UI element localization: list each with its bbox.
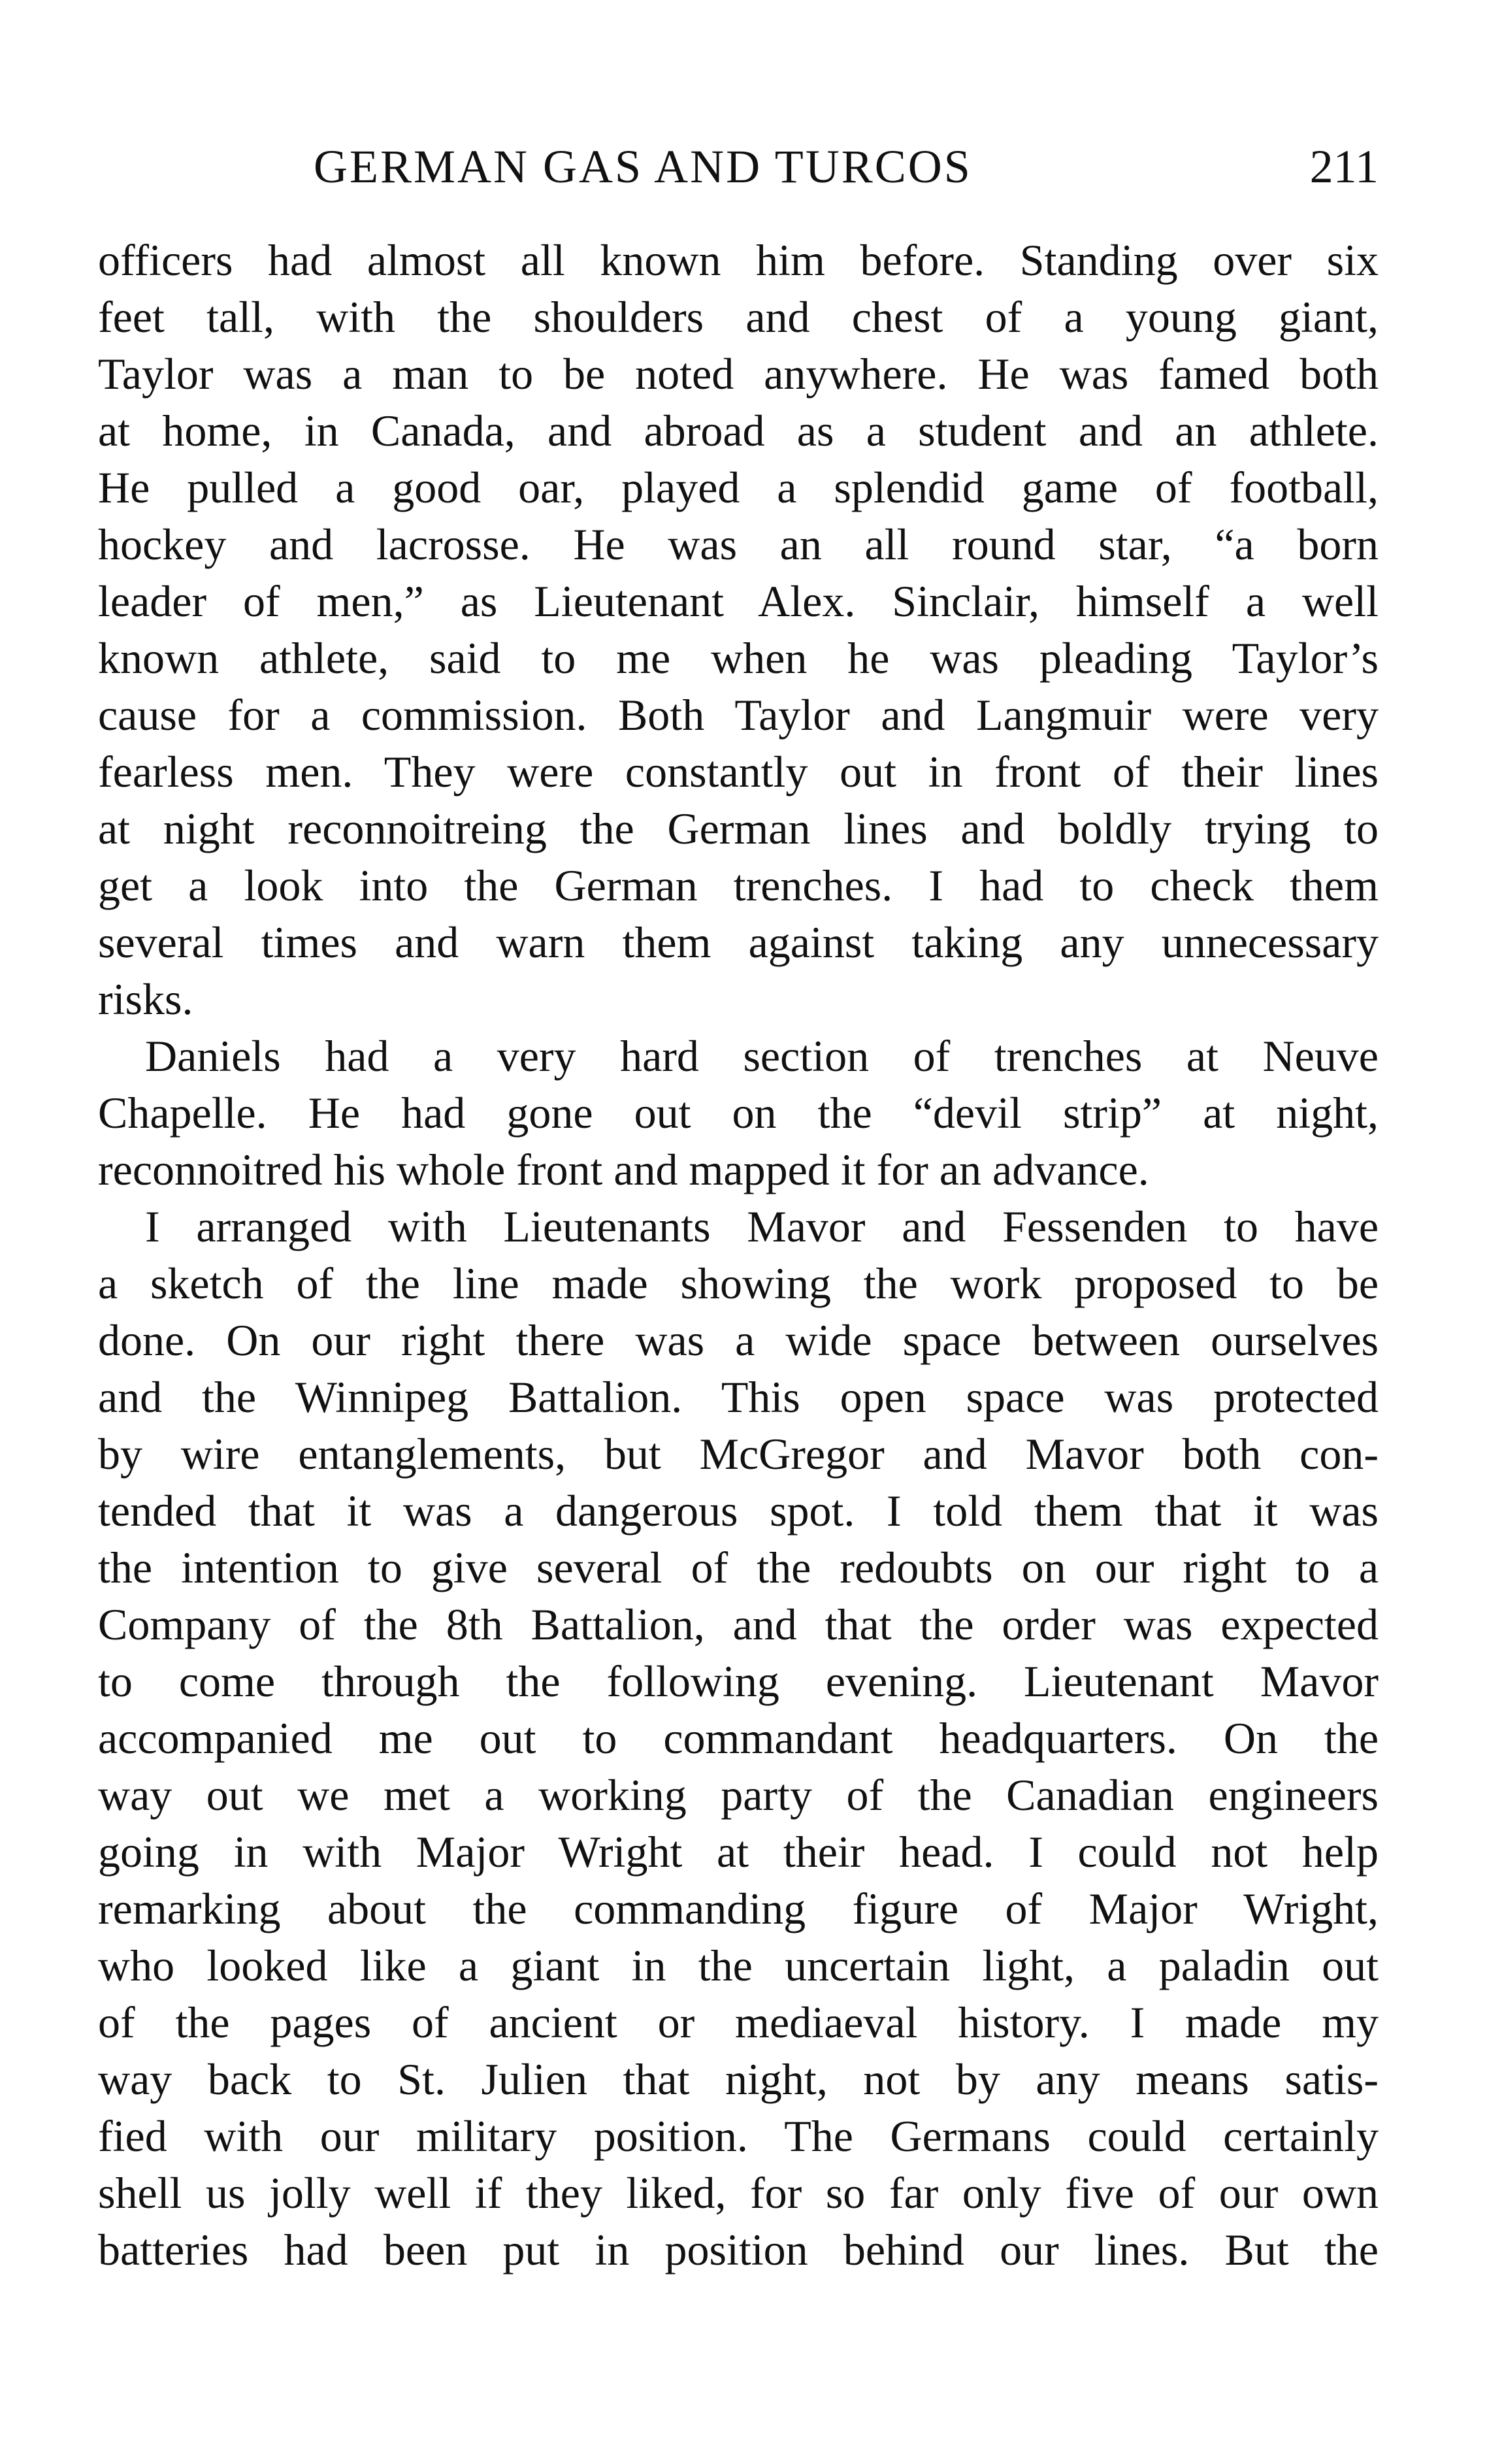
text-line: done. On our right there was a wide space between ourselves <box>98 1315 1379 1365</box>
text-line: officers had almost all known him before. Standing over six <box>98 235 1379 285</box>
text-line: the intention to give several of the redoubts on our right to a <box>98 1543 1379 1592</box>
text-line: hockey and lacrosse. He was an all round star, “a born <box>98 519 1379 569</box>
text-line: at home, in Canada, and abroad as a student and an athlete. <box>98 406 1379 455</box>
text-line: He pulled a good oar, played a splendid game of football, <box>98 463 1379 512</box>
text-line: tended that it was a dangerous spot. I told them that it was <box>98 1486 1379 1536</box>
page-number: 211 <box>1309 140 1379 193</box>
text-line: fearless men. They were constantly out in front of their lines <box>98 747 1379 797</box>
paragraph <box>98 232 1379 1028</box>
text-line: a sketch of the line made showing the work proposed to be <box>98 1258 1379 1308</box>
body-text <box>98 232 1379 2278</box>
text-line: leader of men,” as Lieutenant Alex. Sinclair, himself a well <box>98 576 1379 626</box>
text-line: cause for a commission. Both Taylor and Langmuir were very <box>98 690 1379 740</box>
text-line: at night reconnoitreing the German lines and boldly trying to <box>98 804 1379 853</box>
text-line: reconnoitred his whole front and mapped it for an advance. <box>98 1145 1149 1194</box>
text-line: shell us jolly well if they liked, for so far only five of our own <box>98 2168 1379 2218</box>
text-line: I arranged with Lieutenants Mavor and Fessenden to have <box>145 1202 1379 1251</box>
text-line: get a look into the German trenches. I had to check them <box>98 861 1379 910</box>
text-line: remarking about the commanding figure of Major Wright, <box>98 1884 1379 1933</box>
text-line: batteries had been put in position behind our lines. But the <box>98 2225 1379 2275</box>
text-line: by wire entanglements, but McGregor and Mavor both con- <box>98 1429 1379 1479</box>
text-line: who looked like a giant in the uncertain light, a paladin out <box>98 1941 1379 1990</box>
text-line: known athlete, said to me when he was pleading Taylor’s <box>98 633 1379 683</box>
running-title: GERMAN GAS AND TURCOS <box>314 140 972 193</box>
text-line: to come through the following evening. Lieutenant Mavor <box>98 1656 1379 1706</box>
text-line: several times and warn them against taking any unnecessary <box>98 917 1379 967</box>
text-line: of the pages of ancient or mediaeval history. I made my <box>98 1997 1379 2047</box>
text-line: Taylor was a man to be noted anywhere. He was famed both <box>98 349 1379 399</box>
running-head <box>98 131 1379 203</box>
text-line: Chapelle. He had gone out on the “devil strip” at night, <box>98 1088 1379 1138</box>
text-line: fied with our military position. The Germans could certainly <box>98 2111 1379 2161</box>
text-line: Daniels had a very hard section of trenches at Neuve <box>145 1031 1379 1081</box>
paragraph <box>98 1028 1379 1198</box>
text-line: feet tall, with the shoulders and chest of a young giant, <box>98 292 1379 342</box>
text-line: and the Winnipeg Battalion. This open space was protected <box>98 1372 1379 1422</box>
text-line: way back to St. Julien that night, not by any means satis- <box>98 2054 1379 2104</box>
text-line: way out we met a working party of the Canadian engineers <box>98 1770 1379 1820</box>
text-line: accompanied me out to commandant headquarters. On the <box>98 1713 1379 1763</box>
text-line: Company of the 8th Battalion, and that the order was expected <box>98 1600 1379 1649</box>
paragraph <box>98 1198 1379 2278</box>
text-line: going in with Major Wright at their head. I could not help <box>98 1827 1379 1877</box>
text-line: risks. <box>98 974 193 1024</box>
